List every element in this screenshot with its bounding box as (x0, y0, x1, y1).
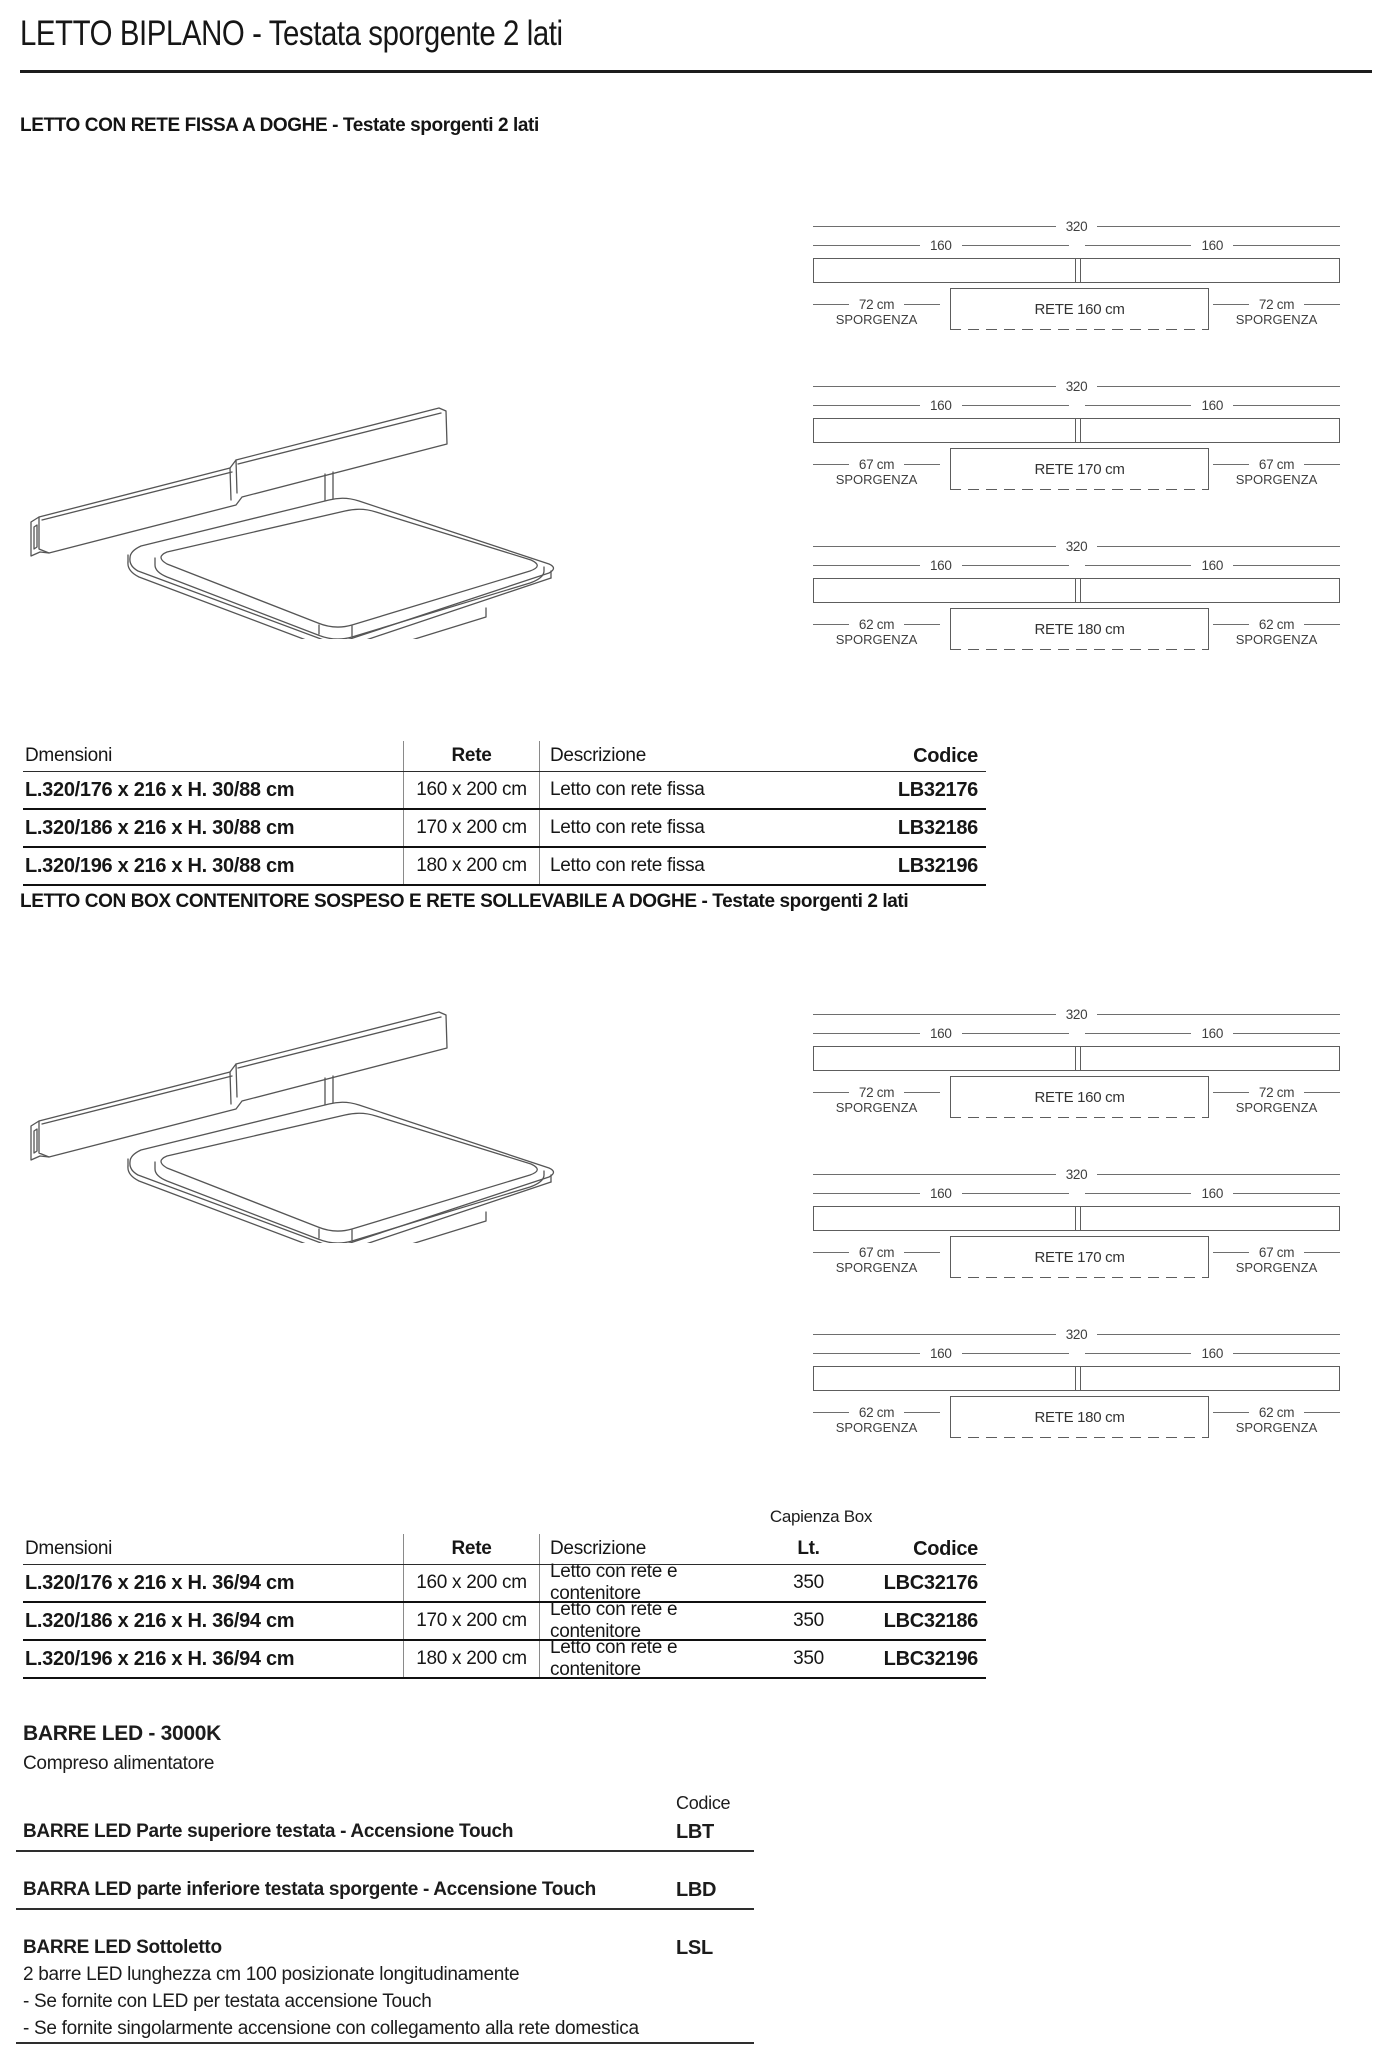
dim-line-segment (813, 546, 1056, 547)
col-header-rete: Rete (403, 1534, 540, 1564)
dim-line-segment (813, 565, 920, 566)
dim-half-right (1085, 1025, 1341, 1041)
rete-row (813, 1396, 1340, 1440)
dim-line-segment (813, 464, 849, 465)
cell-codice: LBC32196 (883, 1647, 978, 1670)
dim-line-segment (813, 405, 920, 406)
dim-half-value: 160 (1201, 1345, 1224, 1361)
led-title: BARRE LED - 3000K (23, 1722, 221, 1745)
page-title: LETTO BIPLANO - Testata sporgente 2 lati (20, 14, 563, 53)
cell-rete: 180 x 200 cm (403, 1641, 540, 1677)
led-item-label: BARRE LED Sottoletto (23, 1937, 222, 1958)
cell-descrizione: Letto con rete fissa (550, 855, 705, 876)
dim-total-value: 320 (1065, 538, 1088, 554)
rete-row (813, 608, 1340, 652)
sporgenza-label: SPORGENZA (1235, 632, 1318, 647)
led-item-code: LSL (676, 1937, 713, 1959)
dim-halves (813, 237, 1340, 253)
dim-half-value: 160 (929, 1025, 952, 1041)
sporgenza-label: SPORGENZA (835, 1100, 918, 1115)
overhang-value: 62 cm (1258, 1404, 1295, 1420)
dim-half-right (1085, 237, 1341, 253)
headboard-center-joint (1075, 579, 1081, 602)
dim-line-segment (1304, 304, 1340, 305)
dim-line-segment (904, 304, 940, 305)
dim-line-segment (1304, 1412, 1340, 1413)
cell-rete: 160 x 200 cm (403, 1565, 540, 1601)
table-header-row (23, 741, 986, 772)
overhang-right (1213, 1404, 1340, 1435)
dim-line-segment (1213, 624, 1249, 625)
dim-line-segment (904, 1092, 940, 1093)
dim-line-segment (1085, 1353, 1192, 1354)
dim-line-segment (813, 1174, 1056, 1175)
dim-line-segment (1233, 245, 1340, 246)
overhang-left (813, 616, 940, 647)
overhang-left (813, 456, 940, 487)
cell-codice: LB32196 (897, 854, 978, 877)
dim-half-right (1085, 557, 1341, 573)
dim-line-segment (1233, 1353, 1340, 1354)
dim-line-segment (1233, 405, 1340, 406)
dim-line-segment (1304, 464, 1340, 465)
dim-total (813, 378, 1340, 394)
overhang-dim (813, 616, 940, 632)
diagram-s1-rete-160 (813, 218, 1340, 332)
dim-line-segment (1097, 546, 1340, 547)
dim-halves (813, 1345, 1340, 1361)
dim-line-segment (1097, 226, 1340, 227)
sporgenza-label: SPORGENZA (835, 312, 918, 327)
led-divider (16, 1908, 754, 1910)
dim-line-segment (813, 226, 1056, 227)
dim-half-right (1085, 1185, 1341, 1201)
table-row (23, 1561, 986, 1604)
rete-dashed-edge (950, 329, 1209, 330)
rete-dashed-edge (950, 1117, 1209, 1118)
dim-half-value: 160 (929, 557, 952, 573)
table-header-row (23, 1534, 986, 1565)
overhang-right (1213, 616, 1340, 647)
dim-line-segment (1213, 464, 1249, 465)
led-codice-header: Codice (676, 1793, 731, 1813)
dim-line-segment (813, 1014, 1056, 1015)
col-header-descrizione: Descrizione (550, 1538, 646, 1559)
rete-row (813, 448, 1340, 492)
headboard-center-joint (1075, 259, 1081, 282)
dim-total (813, 1166, 1340, 1182)
dim-total-value: 320 (1065, 1166, 1088, 1182)
cell-dimensioni: L.320/176 x 216 x H. 36/94 cm (25, 1571, 295, 1594)
sporgenza-label: SPORGENZA (835, 632, 918, 647)
led-bottom-divider (16, 2042, 754, 2044)
title-divider (20, 70, 1372, 73)
headboard-center-joint (1075, 1207, 1081, 1230)
dim-line-segment (962, 405, 1069, 406)
overhang-value: 72 cm (858, 1084, 895, 1100)
led-note: - Se fornite singolarmente accensione con collegamento alla rete domestica (23, 2018, 639, 2039)
section1-heading: LETTO CON RETE FISSA A DOGHE - Testate sporgenti 2 lati (20, 115, 539, 136)
overhang-dim (1213, 1084, 1340, 1100)
dim-line-segment (813, 1412, 849, 1413)
sporgenza-label: SPORGENZA (1235, 1260, 1318, 1275)
overhang-dim (813, 1404, 940, 1420)
overhang-dim (1213, 1244, 1340, 1260)
dim-total (813, 1326, 1340, 1342)
overhang-value: 62 cm (858, 616, 895, 632)
headboard-bar (813, 1366, 1340, 1391)
overhang-dim (813, 456, 940, 472)
dim-line-segment (1085, 1033, 1192, 1034)
table-row (23, 848, 986, 886)
headboard-bar (813, 1046, 1340, 1071)
overhang-value: 67 cm (858, 1244, 895, 1260)
dim-line-segment (962, 1193, 1069, 1194)
overhang-dim (813, 1084, 940, 1100)
led-subtitle: Compreso alimentatore (23, 1753, 215, 1774)
overhang-right (1213, 1084, 1340, 1115)
overhang-dim (1213, 1404, 1340, 1420)
cell-descrizione: Letto con rete e contenitore (550, 1561, 678, 1604)
dim-line-segment (1233, 1033, 1340, 1034)
dim-half-left (813, 1185, 1069, 1201)
dim-line-segment (1233, 1193, 1340, 1194)
rete-label: RETE 170 cm (1034, 461, 1125, 478)
dim-half-left (813, 397, 1069, 413)
diagram-s2-rete-160 (813, 1006, 1340, 1120)
dim-halves (813, 557, 1340, 573)
rete-row (813, 1076, 1340, 1120)
dim-line-segment (1085, 565, 1192, 566)
overhang-left (813, 1084, 940, 1115)
dim-line-segment (962, 565, 1069, 566)
cell-descrizione: Letto con rete e contenitore (550, 1637, 678, 1680)
dim-half-left (813, 237, 1069, 253)
cell-dimensioni: L.320/176 x 216 x H. 30/88 cm (25, 778, 295, 801)
table-row (23, 1637, 986, 1680)
cell-codice: LBC32186 (883, 1609, 978, 1632)
dim-line-segment (1304, 1092, 1340, 1093)
led-note: 2 barre LED lunghezza cm 100 posizionate longitudinamente (23, 1964, 520, 1985)
rete-label: RETE 180 cm (1034, 1409, 1125, 1426)
sporgenza-label: SPORGENZA (835, 472, 918, 487)
dim-line-segment (813, 1353, 920, 1354)
overhang-value: 72 cm (1258, 296, 1295, 312)
rete-row (813, 1236, 1340, 1280)
dim-half-value: 160 (1201, 397, 1224, 413)
overhang-value: 67 cm (1258, 1244, 1295, 1260)
dim-half-value: 160 (929, 237, 952, 253)
cell-rete: 160 x 200 cm (403, 772, 540, 808)
dim-line-segment (813, 1252, 849, 1253)
rete-dashed-edge (950, 489, 1209, 490)
led-divider (16, 1850, 754, 1852)
col-header-codice: Codice (913, 744, 978, 767)
dim-half-left (813, 557, 1069, 573)
bed-illustration-rete-fissa (26, 394, 556, 639)
dim-line-segment (962, 245, 1069, 246)
overhang-left (813, 1404, 940, 1435)
dim-total (813, 1006, 1340, 1022)
dim-line-segment (1304, 1252, 1340, 1253)
dim-line-segment (1213, 1092, 1249, 1093)
dim-line-segment (1304, 624, 1340, 625)
dim-line-segment (1097, 1174, 1340, 1175)
sporgenza-label: SPORGENZA (835, 1420, 918, 1435)
cell-dimensioni: L.320/196 x 216 x H. 30/88 cm (25, 854, 295, 877)
rete-label: RETE 160 cm (1034, 301, 1125, 318)
dim-half-value: 160 (929, 397, 952, 413)
dim-half-left (813, 1345, 1069, 1361)
dim-half-right (1085, 1345, 1341, 1361)
dim-line-segment (904, 1252, 940, 1253)
dim-total-value: 320 (1065, 378, 1088, 394)
led-note: - Se fornite con LED per testata accensione Touch (23, 1991, 432, 2012)
cell-rete: 170 x 200 cm (403, 1603, 540, 1639)
rete-dashed-edge (950, 1277, 1209, 1278)
sporgenza-label: SPORGENZA (1235, 472, 1318, 487)
diagram-s2-rete-180 (813, 1326, 1340, 1440)
sporgenza-label: SPORGENZA (1235, 1100, 1318, 1115)
overhang-value: 62 cm (858, 1404, 895, 1420)
dim-line-segment (813, 1334, 1056, 1335)
dim-line-segment (813, 1193, 920, 1194)
dim-line-segment (1213, 1252, 1249, 1253)
diagram-s1-rete-170 (813, 378, 1340, 492)
overhang-value: 72 cm (1258, 1084, 1295, 1100)
headboard-bar (813, 418, 1340, 443)
table-row (23, 1599, 986, 1642)
overhang-value: 67 cm (858, 456, 895, 472)
col-header-dimensioni: Dmensioni (25, 745, 113, 766)
dim-halves (813, 1185, 1340, 1201)
cell-descrizione: Letto con rete fissa (550, 817, 705, 838)
cell-codice: LB32186 (897, 816, 978, 839)
dim-line-segment (904, 1412, 940, 1413)
dim-line-segment (1085, 245, 1192, 246)
sporgenza-label: SPORGENZA (835, 1260, 918, 1275)
cell-codice: LB32176 (897, 778, 978, 801)
rete-dashed-edge (950, 649, 1209, 650)
table-letto-rete-fissa (23, 741, 986, 886)
cell-capienza-lt: 350 (793, 1648, 824, 1669)
rete-label: RETE 160 cm (1034, 1089, 1125, 1106)
overhang-left (813, 1244, 940, 1275)
dim-line-segment (904, 464, 940, 465)
dim-line-segment (962, 1033, 1069, 1034)
cell-capienza-lt: 350 (793, 1610, 824, 1631)
rete-label: RETE 180 cm (1034, 621, 1125, 638)
cell-dimensioni: L.320/196 x 216 x H. 36/94 cm (25, 1647, 295, 1670)
rete-row (813, 288, 1340, 332)
sporgenza-label: SPORGENZA (1235, 1420, 1318, 1435)
col-header-rete: Rete (403, 741, 540, 771)
dim-line-segment (1213, 304, 1249, 305)
headboard-bar (813, 578, 1340, 603)
table-row (23, 810, 986, 848)
cell-descrizione: Letto con rete fissa (550, 779, 705, 800)
dim-line-segment (962, 1353, 1069, 1354)
overhang-dim (1213, 456, 1340, 472)
headboard-bar (813, 258, 1340, 283)
dim-half-right (1085, 397, 1341, 413)
dim-line-segment (1097, 386, 1340, 387)
dim-half-value: 160 (929, 1345, 952, 1361)
cell-descrizione: Letto con rete e contenitore (550, 1599, 678, 1642)
overhang-dim (1213, 296, 1340, 312)
led-item-code: LBD (676, 1879, 717, 1901)
led-item-label: BARRA LED parte inferiore testata sporgente - Accensione Touch (23, 1879, 596, 1900)
dim-half-left (813, 1025, 1069, 1041)
headboard-center-joint (1075, 1047, 1081, 1070)
rete-box (950, 448, 1209, 490)
col-header-dimensioni: Dmensioni (25, 1538, 113, 1559)
rete-box (950, 1076, 1209, 1118)
overhang-value: 62 cm (1258, 616, 1295, 632)
dim-line-segment (813, 624, 849, 625)
dim-halves (813, 1025, 1340, 1041)
overhang-value: 67 cm (1258, 456, 1295, 472)
overhang-right (1213, 1244, 1340, 1275)
dim-total-value: 320 (1065, 1326, 1088, 1342)
overhang-right (1213, 456, 1340, 487)
dim-total-value: 320 (1065, 218, 1088, 234)
overhang-value: 72 cm (858, 296, 895, 312)
overhang-dim (1213, 616, 1340, 632)
overhang-dim (813, 1244, 940, 1260)
rete-dashed-edge (950, 1437, 1209, 1438)
dim-total-value: 320 (1065, 1006, 1088, 1022)
diagram-s2-rete-170 (813, 1166, 1340, 1280)
cell-capienza-lt: 350 (793, 1572, 824, 1593)
overhang-dim (813, 296, 940, 312)
led-item-label: BARRE LED Parte superiore testata - Accensione Touch (23, 1821, 514, 1842)
dim-total (813, 218, 1340, 234)
dim-line-segment (1097, 1014, 1340, 1015)
dim-line-segment (813, 1092, 849, 1093)
dim-half-value: 160 (1201, 1185, 1224, 1201)
dim-half-value: 160 (1201, 557, 1224, 573)
headboard-center-joint (1075, 1367, 1081, 1390)
capienza-box-label: Capienza Box (769, 1507, 873, 1526)
section2-heading: LETTO CON BOX CONTENITORE SOSPESO E RETE SOLLEVABILE A DOGHE - Testate sporgenti 2 lati (20, 891, 909, 912)
dim-line-segment (1085, 1193, 1192, 1194)
headboard-center-joint (1075, 419, 1081, 442)
rete-box (950, 1396, 1209, 1438)
cell-rete: 180 x 200 cm (403, 848, 540, 884)
cell-codice: LBC32176 (883, 1571, 978, 1594)
dim-half-value: 160 (1201, 237, 1224, 253)
dim-half-value: 160 (929, 1185, 952, 1201)
cell-rete: 170 x 200 cm (403, 810, 540, 846)
dim-line-segment (813, 304, 849, 305)
rete-box (950, 1236, 1209, 1278)
dim-line-segment (1233, 565, 1340, 566)
bed-illustration-box-contenitore (26, 998, 556, 1243)
cell-dimensioni: L.320/186 x 216 x H. 36/94 cm (25, 1609, 295, 1632)
dim-half-value: 160 (1201, 1025, 1224, 1041)
dim-line-segment (1097, 1334, 1340, 1335)
rete-label: RETE 170 cm (1034, 1249, 1125, 1266)
dim-line-segment (1085, 405, 1192, 406)
dim-line-segment (904, 624, 940, 625)
led-item-code: LBT (676, 1821, 714, 1843)
table-row (23, 772, 986, 810)
cell-dimensioni: L.320/186 x 216 x H. 30/88 cm (25, 816, 295, 839)
rete-box (950, 288, 1209, 330)
dim-line-segment (1213, 1412, 1249, 1413)
col-header-lt: Lt. (797, 1538, 820, 1559)
dim-total (813, 538, 1340, 554)
headboard-bar (813, 1206, 1340, 1231)
col-header-descrizione: Descrizione (550, 745, 646, 766)
dim-halves (813, 397, 1340, 413)
table-letto-box-contenitore (23, 1507, 986, 1680)
col-header-codice: Codice (913, 1537, 978, 1560)
dim-line-segment (813, 1033, 920, 1034)
dim-line-segment (813, 386, 1056, 387)
overhang-left (813, 296, 940, 327)
overhang-right (1213, 296, 1340, 327)
sporgenza-label: SPORGENZA (1235, 312, 1318, 327)
diagram-s1-rete-180 (813, 538, 1340, 652)
rete-box (950, 608, 1209, 650)
dim-line-segment (813, 245, 920, 246)
